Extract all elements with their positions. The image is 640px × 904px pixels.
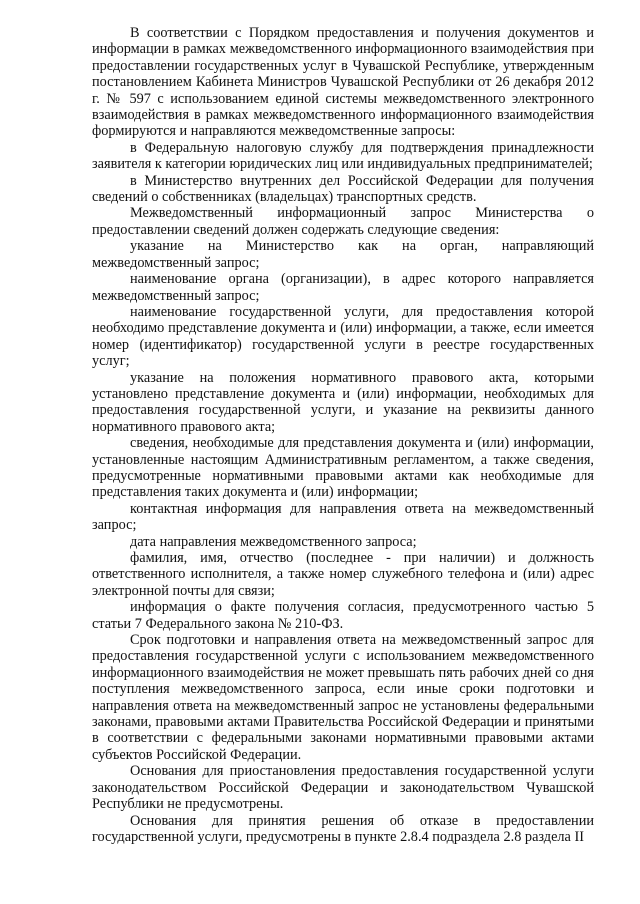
paragraph-interaction-order: В соответствии с Порядком предоставления и получения документов и информации в рамках межведомственного информационного взаимодействия при предоставлении государственных услуг в Чувашской Республике, утвержденным постановлением Кабинета Министров Чувашской Республики от 26 декабря 2012 г. № 597 с использованием единой системы межведомственного электронного взаимодействия в рамках межведомственного информационного взаимодействия формируются и направляются межведомственные запросы: (92, 25, 594, 140)
paragraph-consent: информация о факте получения согласия, предусмотренного частью 5 статьи 7 Федерального закона № 210-ФЗ. (92, 599, 594, 632)
paragraph-contact-info: контактная информация для направления ответа на межведомственный запрос; (92, 500, 594, 534)
paragraph-executor: фамилия, имя, отчество (последнее - при наличии) и должность ответственного исполнителя, а также номер служебного телефона и (или) адрес электронной почты для связи; (92, 550, 594, 599)
paragraph-refusal-grounds: Основания для принятия решения об отказе в предоставлении государственной услуги, предусмотрены в пункте 2.8.4 подраздела 2.8 раздела II (92, 812, 594, 845)
paragraph-request-contents: Межведомственный информационный запрос Министерства о предоставлении сведений должен содержать следующие сведения: (92, 205, 594, 238)
paragraph-service-name: наименование государственной услуги, для предоставления которой необходимо представление документа и (или) информации, а также, если имеется номер (идентификатор) государственной услуги в реестре государственных услуг; (92, 303, 594, 370)
paragraph-request-date: дата направления межведомственного запроса; (130, 533, 417, 550)
paragraph-ministry-indication: указание на Министерство как на орган, направляющий межведомственный запрос; (92, 238, 594, 271)
paragraph-recipient-name: наименование органа (организации), в адрес которого направляется межведомственный запрос; (92, 271, 594, 304)
paragraph-required-info: сведения, необходимые для представления документа и (или) информации, установленные настоящим Административным регламентом, а также сведения, предусмотренные нормативными правовыми актами как необходимые для представления таких документа и (или) информации; (92, 435, 594, 501)
document-page (92, 25, 594, 845)
paragraph-interior-ministry: в Министерство внутренних дел Российской Федерации для получения сведений о собственниках (владельцах) транспортных средств. (92, 172, 594, 206)
paragraph-legal-act: указание на положения нормативного правового акта, которыми установлено представление документа и (или) информации, необходимых для предоставления государственной услуги, и указание на реквизиты данного нормативного правового акта; (92, 369, 594, 435)
paragraph-response-term: Срок подготовки и направления ответа на межведомственный запрос для предоставления государственной услуги с использованием межведомственного информационного взаимодействия не может превышать пять рабочих дней со дня поступления межведомственного запроса, если иные сроки подготовки и направления ответа на межведомственный запрос не установлены федеральными законами, правовыми актами Правительства Российской Федерации и принятыми в соответствии с федеральными законами нормативными правовыми актами субъектов Российской Федерации. (92, 632, 594, 763)
paragraph-tax-service: в Федеральную налоговую службу для подтверждения принадлежности заявителя к категории юридических лиц или индивидуальных предпринимателей; (92, 139, 594, 173)
paragraph-suspension-grounds: Основания для приостановления предоставления государственной услуги законодательством Российской Федерации и законодательством Чувашской Республики не предусмотрены. (92, 763, 594, 813)
